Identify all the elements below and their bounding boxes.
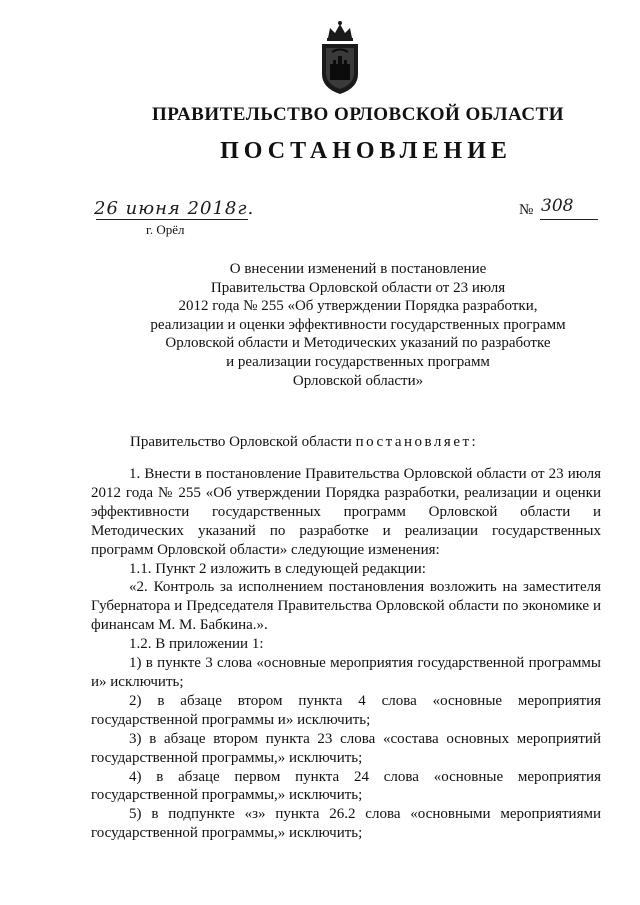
intro-verb: постановляет:: [355, 434, 479, 450]
title-line: и реализации государственных программ: [226, 353, 490, 370]
paragraph: 1.1. Пункт 2 изложить в следующей редакции:: [129, 560, 426, 577]
resolution-intro: [130, 434, 478, 451]
decree-number: 308: [541, 196, 574, 216]
decree-body: [91, 465, 601, 843]
paragraph: 1.2. В приложении 1:: [129, 636, 264, 653]
decree-title: [118, 260, 598, 390]
paragraph: «2. Контроль за исполнением постановления возложить на заместителя Губернатора и Председателя Правительства Орловской области по экономике и финансам М. М. Бабкина.».: [91, 579, 601, 634]
paragraph: 4) в абзаце первом пункта 24 слова «основные мероприятия государственной программы,» исключить;: [91, 768, 601, 804]
paragraph: 1. Внести в постановление Правительства Орловской области от 23 июля 2012 года № 255 «Об утверждении Порядка разработки, реализации и оценки эффективности государственных программ Орловской области и Методических указаний по разработке и реализации государственных программ Орловской области» следующие изменения:: [91, 466, 601, 558]
decree-date: 26 июня 2018г.: [94, 198, 255, 219]
decree-city: г. Орёл: [146, 222, 185, 237]
number-label: №: [519, 202, 534, 218]
title-line: Орловской области и Методических указаний по разработке: [165, 335, 551, 352]
intro-prefix: Правительство Орловской области: [130, 434, 352, 450]
title-line: реализации и оценки эффективности государственных программ: [150, 316, 566, 333]
coat-of-arms-icon: [316, 20, 364, 96]
document-type: ПОСТАНОВЛЕНИЕ: [220, 138, 512, 164]
title-line: Орловской области»: [292, 372, 424, 389]
title-line: Правительства Орловской области от 23 июля: [210, 279, 506, 296]
date-underline: [96, 219, 248, 220]
paragraph: 5) в подпункте «з» пункта 26.2 слова «основными мероприятиями государственной программы,» исключить;: [91, 806, 601, 842]
paragraph: 2) в абзаце втором пункта 4 слова «основные мероприятия государственной программы и» исключить;: [91, 692, 601, 728]
paragraph: 1) в пункте 3 слова «основные мероприятия государственной программы и» исключить;: [91, 655, 601, 690]
government-name: ПРАВИТЕЛЬСТВО ОРЛОВСКОЙ ОБЛАСТИ: [151, 104, 564, 125]
paragraph: 3) в абзаце втором пункта 23 слова «состава основных мероприятий государственной программы,» исключить;: [91, 730, 601, 766]
number-underline: [540, 219, 598, 220]
title-line: О внесении изменений в постановление: [229, 261, 487, 277]
title-line: 2012 года № 255 «Об утверждении Порядка разработки,: [178, 298, 538, 315]
